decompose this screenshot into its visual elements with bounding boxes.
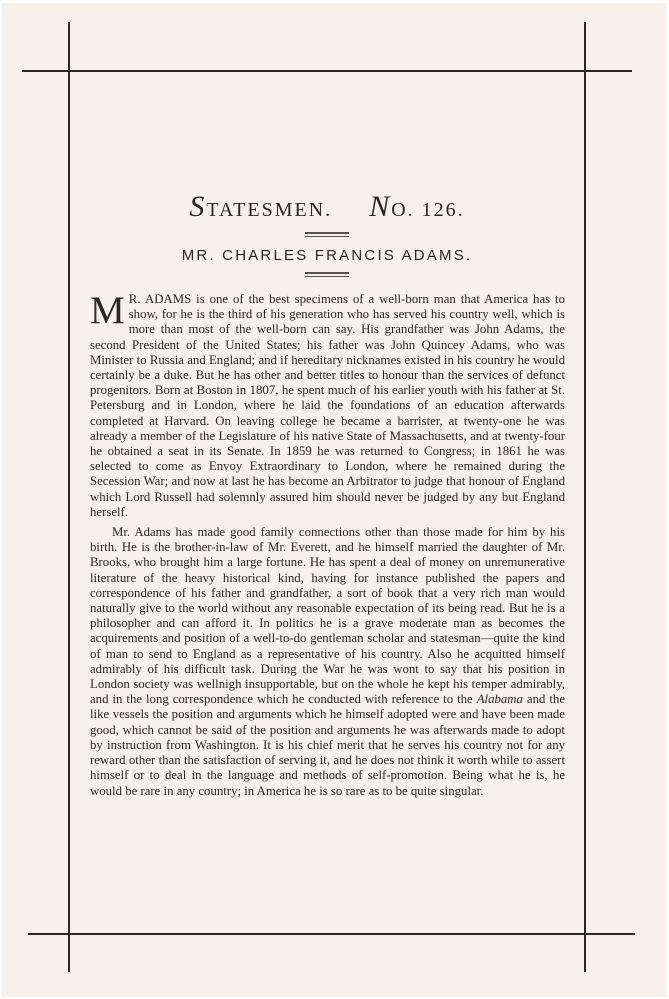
bottom-border-rule: [28, 933, 635, 935]
series-title: [68, 190, 586, 224]
article-heading: [68, 190, 586, 283]
right-border-rule: [584, 22, 586, 972]
series-number-initial: N: [369, 190, 392, 223]
paragraph: [90, 525, 565, 799]
paragraph: [90, 289, 565, 520]
series-number: O. 126.: [391, 199, 465, 221]
paragraph-text: ADAMS is one of the best specimens of a well-born man that America has to show, for he is the third of his generation who has served his country well, which is more than most of the well-born can say. His grandfather was John Adams, the second President of the United States; his father was John Quincey Adams, who was Minister to Russia and England; and if hereditary nicknames existed in his country he would certainly be a duke. But he has other and better titles to honour than the services of defunct progenitors. Born at Boston in 1807, he spent much of his earlier youth with his father at St. Petersburg and in London, where he laid the foundations of an education afterwards completed at Harvard. On leaving college he became a barrister, at twenty-one he was already a member of the Legislature of his native State of Massachusetts, and at twenty-four he obtained a seat in its Senate. In 1859 he was returned to Congress; in 1861 he was selected to come as Envoy Extraordinary to London, where he remained during the Secession War; and now at last he has become an Arbitrator to judge that honour of England which Lord Russell had solemnly assured him should never be judged by any but England herself.: [90, 292, 565, 519]
left-border-rule: [68, 22, 70, 972]
ship-name: Alabama: [476, 692, 523, 707]
series-label: TATESMEN.: [206, 199, 333, 221]
heading-divider-bottom: [305, 272, 349, 277]
article-body: [90, 289, 566, 799]
paragraph-text: and the like vessels the position and arguments which he himself adopted were and have been made good, which cannot be said of the position and arguments he was afterwards made to adopt by instruction from Washington. It is his chief merit that he serves his country not for any reward other than the satisfaction of serving it, and he does not think it worth while to assert himself or to deal in the language and methods of self-promotion. Being what he is, he would be rare in any country; in America he is so rare as to be quite singular.: [90, 692, 566, 798]
article-subject: MR. CHARLES FRANCIS ADAMS.: [181, 247, 473, 264]
series-label-initial: S: [189, 190, 207, 223]
drop-cap: M: [90, 289, 125, 332]
paragraph-text: Mr. Adams has made good family connections other than those made for him by his birth. He is the brother-in-law of Mr. Everett, and he himself married the daughter of Mr. Brooks, who brought him a large fortune. He has spent a deal of money on unremunerative literature of the heavy historical kind, having for instance published the papers and correspondence of his father and grandfather, a sort of book that a very rich man would naturally give to the world without any reasonable expectation of its being read. But he is a philosopher and can afford it. In politics he is a grave moderate man as becomes the acquirements and position of a well-to-do gentleman scholar and statesman—quite the kind of man to send to England as a representative of his country. Also he acquitted himself admirably of his difficult task. During the War he was wont to say that his position in London society was wellnigh insupportable, but on the whole he kept his temper admirably, and in the long correspondence which he conducted with reference to the: [90, 525, 565, 707]
paragraph-lead: R.: [128, 292, 141, 306]
top-border-rule: [22, 70, 632, 72]
heading-divider-top: [305, 232, 349, 237]
